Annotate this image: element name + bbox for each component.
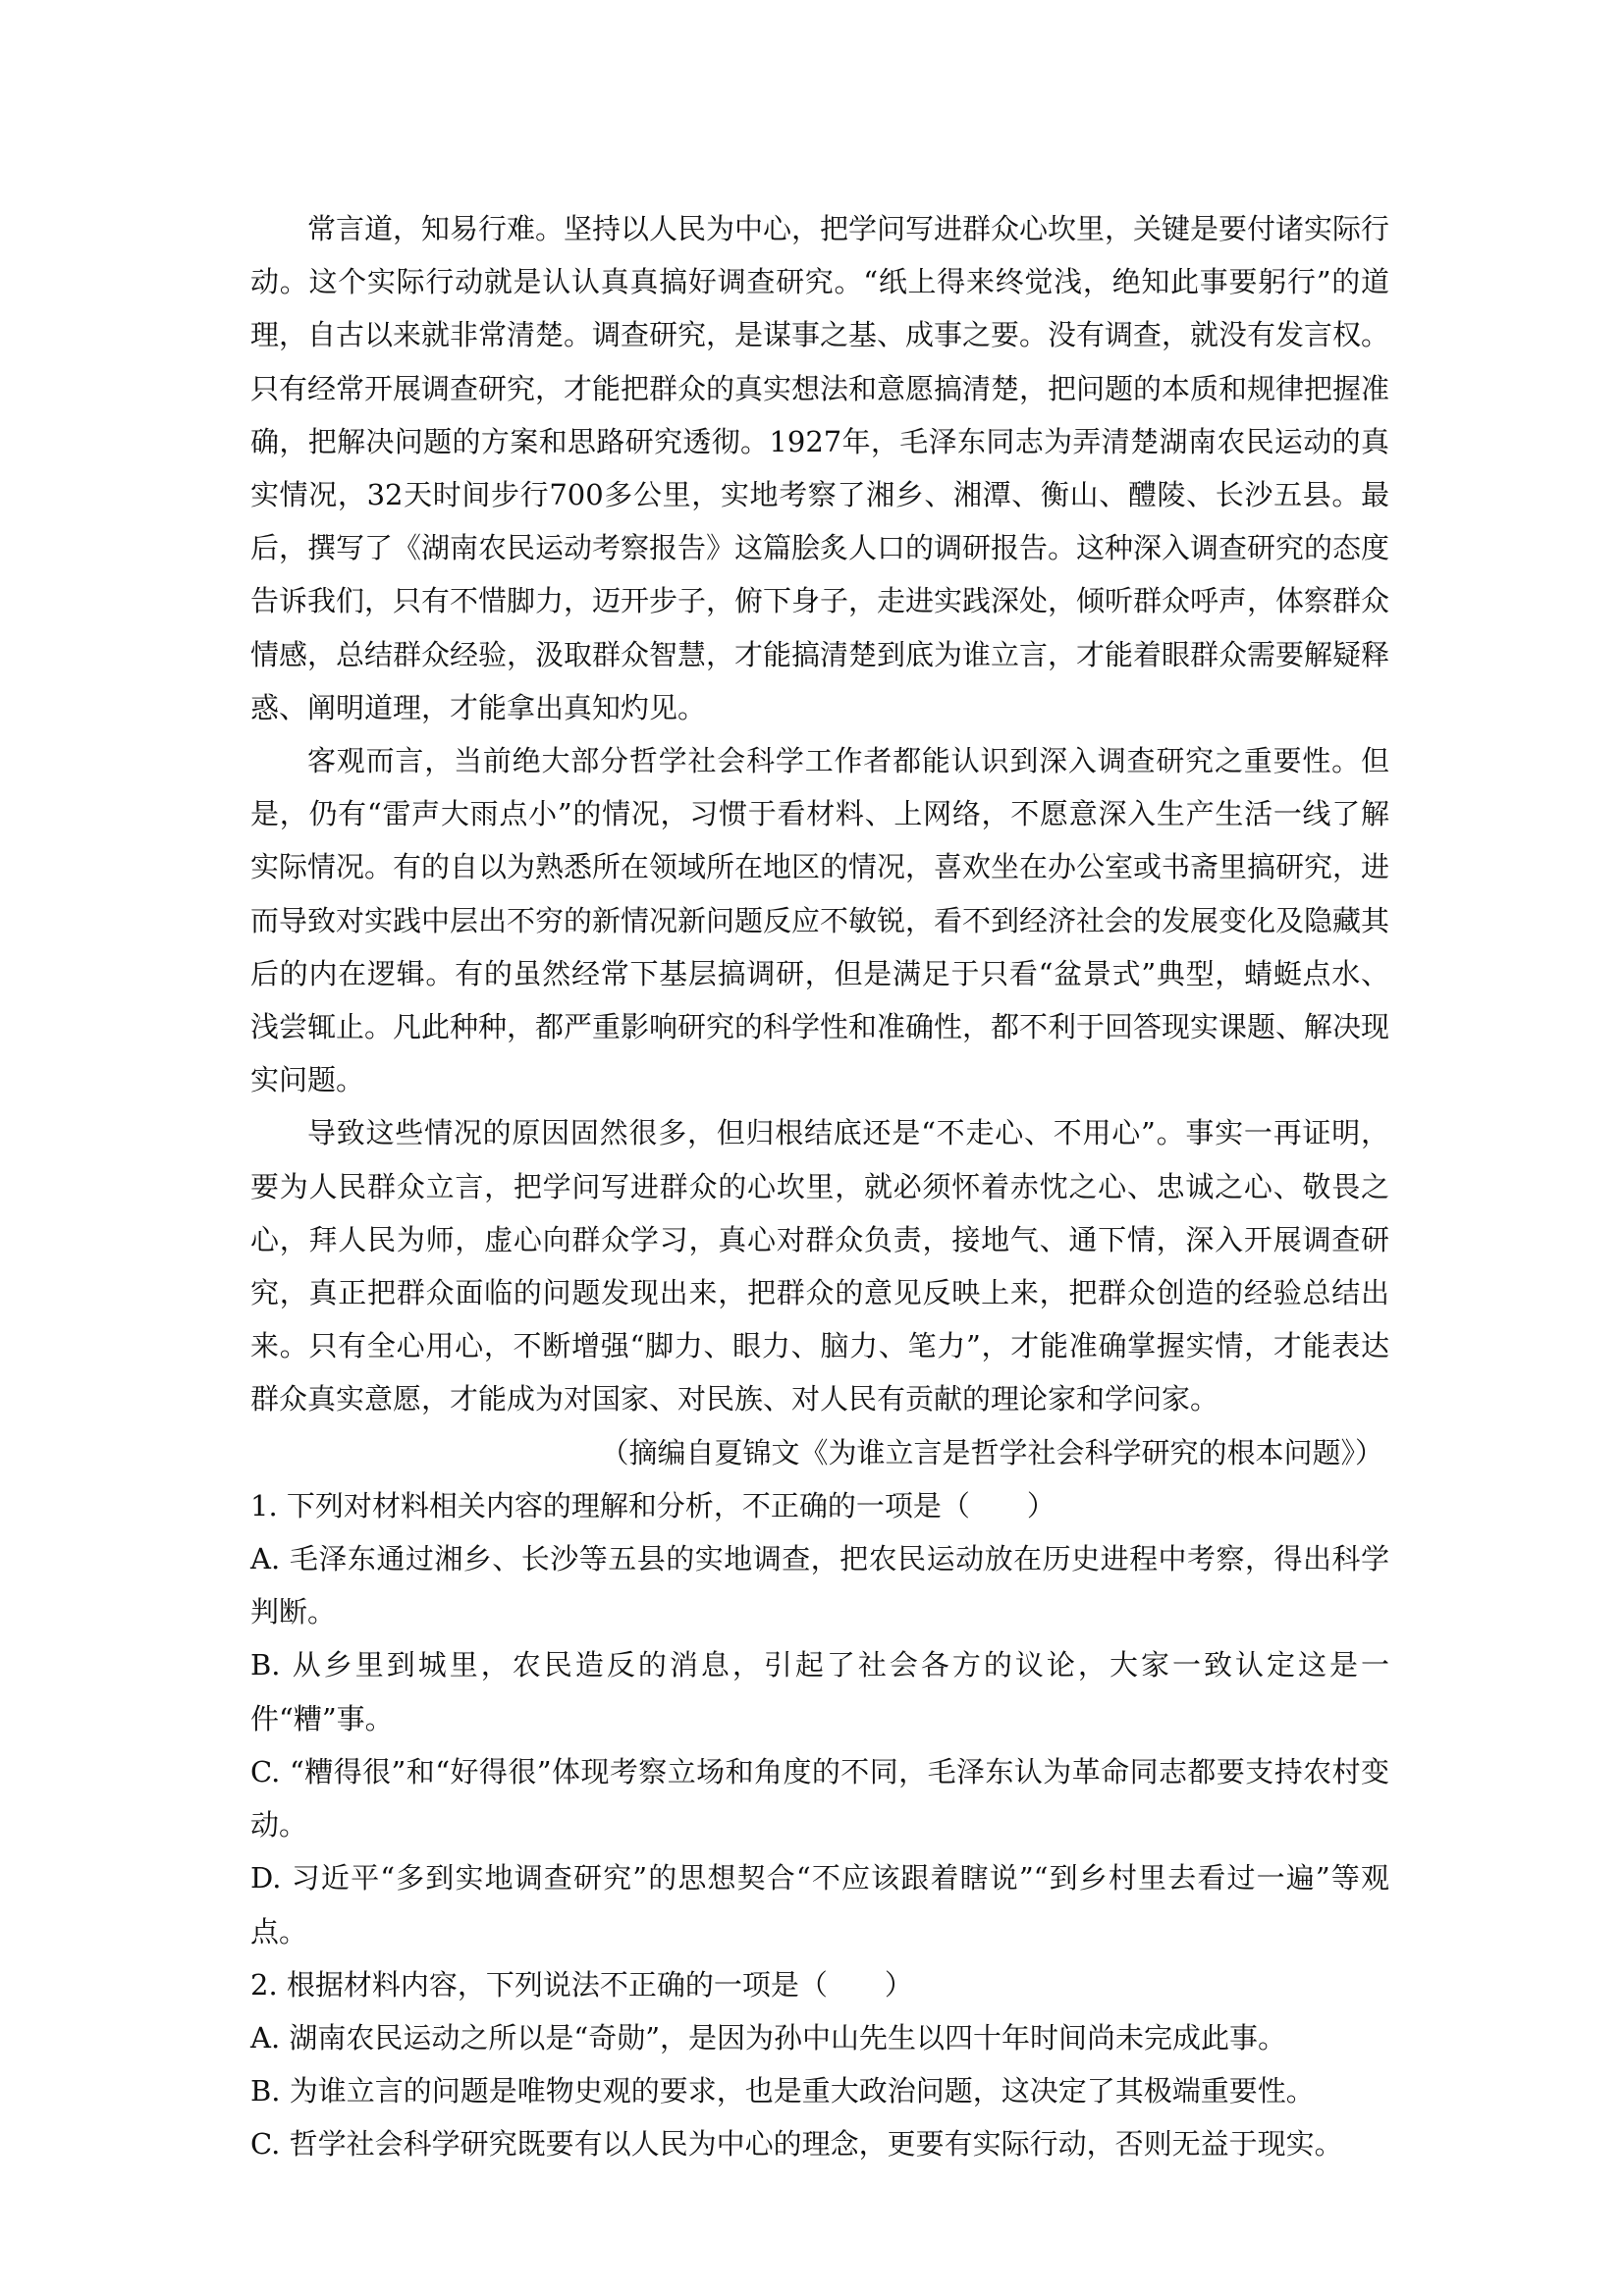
question-2-stem: 2. 根据材料内容，下列说法不正确的一项是（ ） bbox=[250, 1967, 913, 2002]
article-paragraph-1: 常言道，知易行难。坚持以人民为中心，把学问写进群众心坎里，关键是要付诸实际行动。这个实际行动就是认认真真搞好调查研究。“纸上得来终觉浅，绝知此事要躬行”的道理，自古以来就非常清楚。调查研究，是谋事之基、成事之要。没有调查，就没有发言权。只有经常开展调查研究，才能把群众的真实想法和意愿搞清楚，把问题的本质和规律把握准确，把解决问题的方案和思路研究透彻。1927年，毛泽东同志为弄清楚湖南农民运动的真实情况，32天时间步行700多公里，实地考察了湘乡、湘潭、衡山、醴陵、长沙五县。最后，撰写了《湖南农民运动考察报告》这篇脍炙人口的调研报告。这种深入调查研究的态度告诉我们，只有不惜脚力，迈开步子，俯下身子，走进实践深处，倾听群众呼声，体察群众情感，总结群众经验，汲取群众智慧，才能搞清楚到底为谁立言，才能着眼群众需要解疑释惑、阐明道理，才能拿出真知灼见。 bbox=[250, 212, 1390, 724]
question-2-option-b: B. 为谁立言的问题是唯物史观的要求，也是重大政治问题，这决定了其极端重要性。 bbox=[250, 2074, 1315, 2109]
article-source: （摘编自夏锦文《为谁立言是哲学社会科学研究的根本问题》） bbox=[600, 1435, 1383, 1469]
question-1-option-d: D. 习近平“多到实地调查研究”的思想契合“不应该跟着瞎说”“到乡村里去看过一遍”等观点。 bbox=[250, 1861, 1389, 1949]
question-1-option-c: C. “糟得很”和“好得很”体现考察立场和角度的不同，毛泽东认为革命同志都要支持农村变动。 bbox=[250, 1754, 1389, 1842]
question-1 bbox=[250, 1479, 1389, 1958]
document-page bbox=[250, 202, 1389, 2171]
question-1-option-b: B. 从乡里到城里，农民造反的消息，引起了社会各方的议论，大家一致认定这是一件“糟”事。 bbox=[250, 1648, 1389, 1735]
question-2 bbox=[250, 1958, 1389, 2171]
question-1-option-a: A. 毛泽东通过湘乡、长沙等五县的实地调查，把农民运动放在历史进程中考察，得出科学判断。 bbox=[250, 1542, 1389, 1629]
question-2-option-a: A. 湖南农民运动之所以是“奇勋”，是因为孙中山先生以四十年时间尚未完成此事。 bbox=[250, 2020, 1287, 2055]
question-1-stem: 1. 下列对材料相关内容的理解和分析，不正确的一项是（ ） bbox=[250, 1488, 1056, 1522]
article-paragraph-2: 客观而言，当前绝大部分哲学社会科学工作者都能认识到深入调查研究之重要性。但是，仍有“雷声大雨点小”的情况，习惯于看材料、上网络，不愿意深入生产生活一线了解实际情况。有的自以为熟悉所在领域所在地区的情况，喜欢坐在办公室或书斋里搞研究，进而导致对实践中层出不穷的新情况新问题反应不敏锐，看不到经济社会的发展变化及隐藏其后的内在逻辑。有的虽然经常下基层搞调研，但是满足于只看“盆景式”典型，蜻蜓点水、浅尝辄止。凡此种种，都严重影响研究的科学性和准确性，都不利于回答现实课题、解决现实问题。 bbox=[250, 744, 1390, 1097]
question-2-option-c: C. 哲学社会科学研究既要有以人民为中心的理念，更要有实际行动，否则无益于现实。 bbox=[250, 2127, 1343, 2162]
article-paragraph-3: 导致这些情况的原因固然很多，但归根结底还是“不走心、不用心”。事实一再证明，要为人民群众立言，把学问写进群众的心坎里，就必须怀着赤忱之心、忠诚之心、敬畏之心，拜人民为师，虚心向群众学习，真心对群众负责，接地气、通下情，深入开展调查研究，真正把群众面临的问题发现出来，把群众的意见反映上来，把群众创造的经验总结出来。只有全心用心，不断增强“脚力、眼力、脑力、笔力”，才能准确掌握实情，才能表达群众真实意愿，才能成为对国家、对民族、对人民有贡献的理论家和学问家。 bbox=[250, 1116, 1389, 1416]
